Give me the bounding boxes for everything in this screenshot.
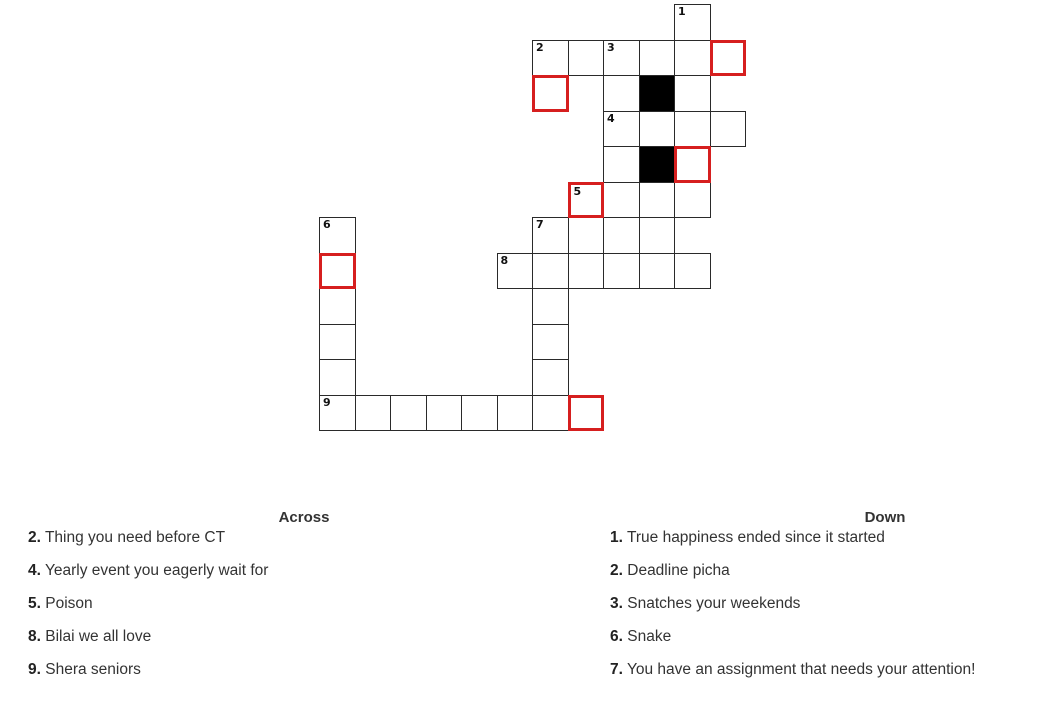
clue-number-label: 1. [610, 529, 623, 546]
highlighted-cell[interactable] [568, 395, 605, 432]
clue-number-label: 3. [610, 595, 623, 612]
across-clue[interactable] [28, 561, 580, 594]
clue-number-label: 9. [28, 661, 41, 678]
crossword-cell[interactable] [603, 75, 640, 112]
crossword-cell[interactable] [568, 40, 605, 77]
down-heading: Down [864, 509, 906, 526]
clue-number: 6 [323, 218, 331, 231]
crossword-cell[interactable] [319, 395, 356, 432]
highlighted-cell[interactable] [710, 40, 747, 77]
crossword-cell[interactable] [497, 253, 534, 290]
crossword-cell[interactable] [568, 253, 605, 290]
clue-text: You have an assignment that needs your attention! [626, 661, 976, 678]
crossword-cell[interactable] [532, 324, 569, 361]
across-clue[interactable] [28, 594, 580, 627]
across-clue[interactable] [28, 660, 580, 693]
clue-number: 5 [573, 184, 582, 198]
clue-number: 8 [500, 253, 509, 267]
clue-number: 4 [607, 111, 615, 125]
crossword-cell[interactable] [319, 217, 356, 254]
crossword-cell[interactable] [639, 253, 676, 290]
down-clue[interactable] [610, 660, 1060, 693]
clue-number: 9 [323, 395, 331, 409]
crossword-cell[interactable] [497, 395, 534, 432]
crossword-cell[interactable] [532, 359, 569, 396]
crossword-cell[interactable] [603, 182, 640, 219]
clue-text: Snake [627, 628, 672, 645]
crossword-cell[interactable] [639, 111, 676, 148]
clue-text: Thing you need before CT [44, 529, 226, 546]
crossword-cell[interactable] [319, 324, 356, 361]
clue-number: 2 [536, 40, 544, 54]
crossword-cell[interactable] [461, 395, 498, 432]
across-clue[interactable] [28, 627, 580, 660]
clue-text: Yearly event you eagerly wait for [44, 562, 269, 579]
crossword-cell[interactable] [674, 111, 711, 148]
crossword-cell[interactable] [674, 40, 711, 77]
down-clues [610, 508, 1060, 693]
clue-number: 7 [536, 218, 544, 231]
crossword-cell[interactable] [390, 395, 427, 432]
highlighted-cell[interactable] [674, 146, 711, 183]
crossword-cell[interactable] [603, 40, 640, 77]
highlighted-cell[interactable] [532, 75, 569, 112]
clue-number-label: 6. [610, 628, 623, 645]
crossword-cell[interactable] [674, 4, 711, 41]
clue-text: Snatches your weekends [627, 595, 801, 612]
black-cell [639, 75, 676, 112]
highlighted-cell[interactable] [568, 182, 605, 219]
crossword-cell[interactable] [319, 359, 356, 396]
down-clue[interactable] [610, 594, 1060, 627]
clue-number-label: 7. [610, 661, 623, 678]
clue-number-label: 2. [610, 562, 623, 579]
clue-text: True happiness ended since it started [626, 529, 885, 546]
clue-number: 1 [678, 5, 686, 18]
clue-number-label: 2. [28, 529, 41, 546]
clue-text: Poison [45, 595, 93, 612]
highlighted-cell[interactable] [319, 253, 356, 290]
clue-text: Deadline picha [627, 562, 730, 579]
clue-text: Shera seniors [45, 661, 141, 678]
across-clues [28, 508, 580, 693]
crossword-cell[interactable] [426, 395, 463, 432]
black-cell [639, 146, 676, 183]
clue-number-label: 8. [28, 628, 41, 645]
down-clue[interactable] [610, 561, 1060, 594]
crossword-cell[interactable] [532, 253, 569, 290]
across-clue[interactable] [28, 528, 580, 561]
crossword-cell[interactable] [603, 253, 640, 290]
crossword-cell[interactable] [639, 217, 676, 254]
clue-number: 3 [607, 40, 615, 54]
crossword-cell[interactable] [355, 395, 392, 432]
crossword-cell[interactable] [639, 40, 676, 77]
crossword-cell[interactable] [639, 182, 676, 219]
across-heading: Across [278, 509, 330, 526]
clue-text: Bilai we all love [45, 628, 152, 645]
crossword-cell[interactable] [319, 288, 356, 325]
crossword-cell[interactable] [710, 111, 747, 148]
clue-number-label: 5. [28, 595, 41, 612]
clue-number-label: 4. [28, 562, 41, 579]
crossword-cell[interactable] [603, 146, 640, 183]
crossword-cell[interactable] [532, 217, 569, 254]
crossword-cell[interactable] [674, 182, 711, 219]
crossword-cell[interactable] [532, 288, 569, 325]
crossword-cell[interactable] [532, 395, 569, 432]
crossword-cell[interactable] [532, 40, 569, 77]
crossword-cell[interactable] [603, 217, 640, 254]
crossword-cell[interactable] [674, 253, 711, 290]
crossword-cell[interactable] [603, 111, 640, 148]
down-clue[interactable] [610, 627, 1060, 660]
down-clue[interactable] [610, 528, 1060, 561]
crossword-cell[interactable] [674, 75, 711, 112]
